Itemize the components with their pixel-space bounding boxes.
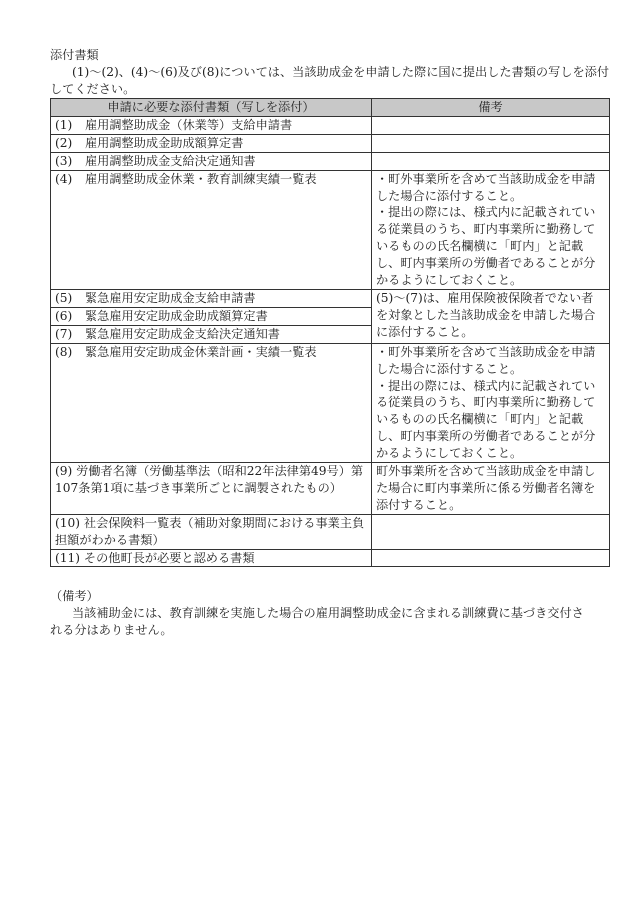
table-row [51, 343, 610, 462]
row-number: (4) [55, 171, 73, 186]
row-text: 労働者名簿（労働基準法（昭和22年法律第49号）第107条第1項に基づき事業所ごとに調製されたもの） [55, 464, 364, 495]
intro-paragraph: (1)～(2)、(4)～(6)及び(8)については、当該助成金を申請した際に国に提出した書類の写しを添付してください。 [50, 65, 610, 96]
row-number: (1) [55, 117, 73, 132]
table-row [51, 289, 610, 307]
row-number: (6) [55, 308, 73, 323]
remarks-cell: 町外事業所を含めて当該助成金を申請した場合に町内事業所に係る労働者名簿を添付すること。 [372, 463, 610, 515]
row-number: (8) [55, 344, 73, 359]
remarks-cell [372, 514, 610, 549]
remarks-cell [372, 343, 610, 462]
remark-bullet: ・町外事業所を含めて当該助成金を申請した場合に添付すること。 [376, 344, 596, 376]
table-row [51, 514, 610, 549]
row-number: (10) [55, 515, 81, 530]
row-text: 雇用調整助成金助成額算定書 [85, 135, 244, 150]
table-row [51, 463, 610, 515]
remarks-cell [372, 170, 610, 289]
table-row [51, 134, 610, 152]
remarks-cell: (5)～(7)は、雇用保険被保険者でない者を対象とした当該助成金を申請した場合に添付すること。 [372, 289, 610, 343]
remark-bullet: ・提出の際には、様式内に記載されている従業員のうち、町内事業所に勤務しているものの氏名欄横に「町内」と記載し、町内事業所の労働者であることが分かるようにしておくこと。 [376, 205, 596, 288]
row-text: 雇用調整助成金支給決定通知書 [85, 153, 256, 168]
section-heading: 添付書類 [50, 48, 99, 62]
note-title: （備考） [50, 589, 99, 603]
remark-bullet: ・町外事業所を含めて当該助成金を申請した場合に添付すること。 [376, 171, 596, 203]
row-number: (11) [55, 550, 81, 565]
table-row [51, 152, 610, 170]
note-body: 当該補助金には、教育訓練を実施した場合の雇用調整助成金に含まれる訓練費に基づき交付される分はありません。 [50, 606, 584, 637]
remarks-cell [372, 134, 610, 152]
row-text: 緊急雇用安定助成金休業計画・実績一覧表 [85, 344, 317, 359]
row-number: (9) [55, 464, 73, 479]
table-row [51, 170, 610, 289]
header-remarks: 備考 [372, 99, 610, 117]
row-text: 緊急雇用安定助成金支給決定通知書 [85, 326, 280, 341]
row-text: 緊急雇用安定助成金助成額算定書 [85, 308, 268, 323]
remarks-cell [372, 549, 610, 567]
table-row [51, 549, 610, 567]
row-number: (3) [55, 153, 73, 168]
attachment-table [50, 98, 610, 567]
row-text: 雇用調整助成金休業・教育訓練実績一覧表 [85, 171, 317, 186]
header-documents: 申請に必要な添付書類（写しを添付） [51, 99, 372, 117]
row-text: その他町長が必要と認める書類 [83, 550, 255, 565]
remarks-cell [372, 116, 610, 134]
row-text: 緊急雇用安定助成金支給申請書 [85, 290, 256, 305]
row-text: 雇用調整助成金（休業等）支給申請書 [85, 117, 293, 132]
table-row [51, 116, 610, 134]
table-header-row [51, 99, 610, 117]
remarks-cell [372, 152, 610, 170]
row-number: (5) [55, 290, 73, 305]
row-text: 社会保険料一覧表（補助対象期間における事業主負担額がわかる書類） [55, 515, 365, 547]
row-number: (2) [55, 135, 73, 150]
row-number: (7) [55, 326, 73, 341]
remark-bullet: ・提出の際には、様式内に記載されている従業員のうち、町内事業所に勤務しているものの氏名欄横に「町内」と記載し、町内事業所の労働者であることが分かるようにしておくこと。 [376, 378, 596, 461]
